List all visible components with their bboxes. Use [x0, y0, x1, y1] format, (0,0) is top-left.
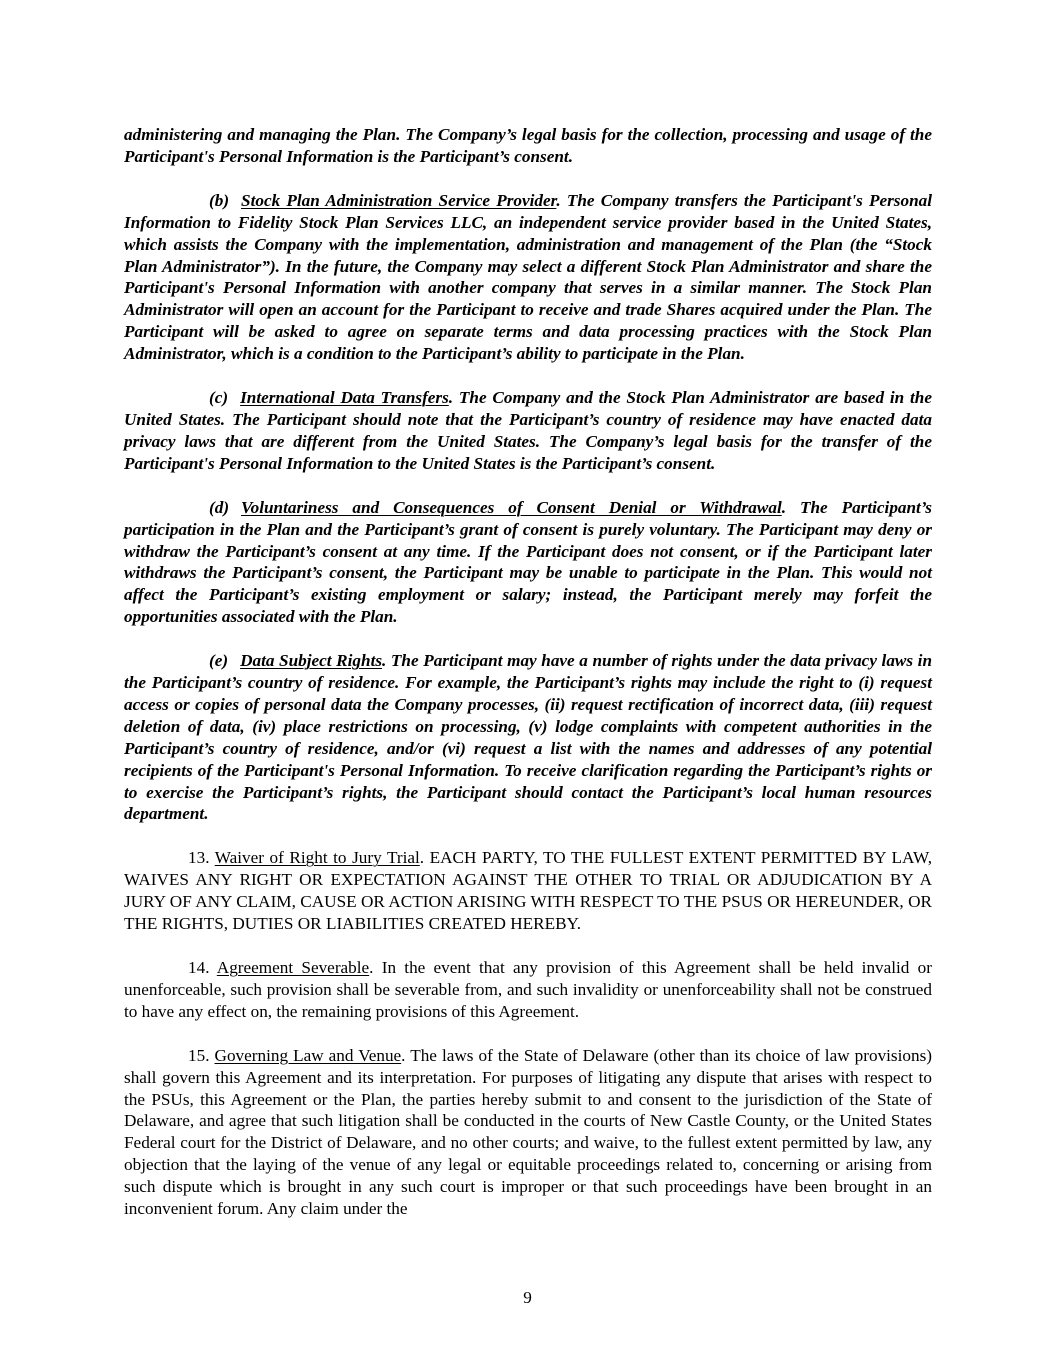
- section-14: [124, 957, 932, 1023]
- subsection-c-body: . The Company and the Stock Plan Administrator are based in the United States. The Participant should note that the Participant’s country of residence may have enacted data privacy laws that are different from the United States. The Company’s legal basis for the transfer of the Participant's Personal Information to the United States is the Participant’s consent.: [124, 388, 932, 473]
- section-13-number: 13.: [188, 848, 210, 868]
- document-page: [124, 124, 932, 1242]
- subsection-e-body: . The Participant may have a number of rights under the data privacy laws in the Participant’s country of residence. For example, the Participant’s rights may include the right to (i) request access or copies of personal data the Company processes, (ii) request rectification of incorrect data, (iii) request deletion of data, (iv) place restrictions on processing, (v) lodge complaints with competent authorities in the Participant’s country of residence, and/or (vi) request a list with the names and addresses of any potential recipients of the Participant's Personal Information. To receive clarification regarding the Participant’s rights or to exercise the Participant’s rights, the Participant should contact the Participant’s local human resources department.: [124, 651, 932, 824]
- section-14-number: 14.: [188, 958, 210, 977]
- continuation-text: administering and managing the Plan. The Company’s legal basis for the collection, processing and usage of the Participant's Personal Information is the Participant’s consent.: [124, 125, 932, 166]
- subsection-d: [124, 497, 932, 628]
- subsection-d-body: . The Participant’s participation in the Plan and the Participant’s grant of consent is purely voluntary. The Participant may deny or withdraw the Participant’s consent at any time. If the Participant does not consent, or if the Participant later withdraws the Participant’s consent, the Participant may be unable to participate in the Plan. This would not affect the Participant’s existing employment or salary; instead, the Participant merely may forfeit the opportunities associated with the Plan.: [124, 497, 932, 627]
- section-15: [124, 1045, 932, 1220]
- subsection-c-heading: International Data Transfers: [240, 388, 449, 408]
- subsection-e: [124, 650, 932, 825]
- subsection-d-label: (d): [209, 497, 230, 517]
- section-14-body: . In the event that any provision of this Agreement shall be held invalid or unenforceable, such provision shall be severable from, and such invalidity or unenforceability shall not be construed to have any effect on, the remaining provisions of this Agreement.: [124, 958, 932, 1021]
- subsection-d-heading: Voluntariness and Consequences of Consent Denial or Withdrawal: [241, 497, 782, 517]
- page-number: 9: [523, 1288, 532, 1307]
- subsection-b-heading: Stock Plan Administration Service Provider: [241, 190, 557, 210]
- section-15-number: 15.: [188, 1045, 210, 1065]
- section-14-heading: Agreement Severable: [216, 958, 370, 977]
- subsection-b: [124, 190, 932, 365]
- subsection-e-heading: Data Subject Rights: [240, 651, 383, 671]
- subsection-e-label: (e): [209, 651, 229, 671]
- continuation-paragraph: [124, 124, 932, 168]
- section-15-body: . The laws of the State of Delaware (other than its choice of law provisions) shall govern this Agreement and its interpretation. For purposes of litigating any dispute that arises with respect to the PSUs, this Agreement or the Plan, the parties hereby submit to and consent to the jurisdiction of the State of Delaware, and agree that such litigation shall be conducted in the courts of New Castle County, or the United States Federal court for the District of Delaware, and no other courts; and waive, to the fullest extent permitted by law, any objection that the laying of the venue of any legal or equitable proceedings related to, concerning or arising from such dispute which is brought in any such court is improper or that such proceedings have been brought in an inconvenient forum. Any claim under the: [124, 1045, 932, 1219]
- subsection-c-label: (c): [209, 388, 229, 408]
- section-13-heading: Waiver of Right to Jury Trial: [214, 848, 420, 868]
- section-13-body: . EACH PARTY, TO THE FULLEST EXTENT PERMITTED BY LAW, WAIVES ANY RIGHT OR EXPECTATION AGAINST THE OTHER TO TRIAL OR ADJUDICATION BY A JURY OF ANY CLAIM, CAUSE OR ACTION ARISING WITH RESPECT TO THE PSUS OR HEREUNDER, OR THE RIGHTS, DUTIES OR LIABILITIES CREATED HEREBY.: [124, 848, 932, 934]
- subsection-b-label: (b): [209, 190, 230, 210]
- subsection-b-body: . The Company transfers the Participant's Personal Information to Fidelity Stock Plan Services LLC, an independent service provider based in the United States, which assists the Company with the implementation, administration and management of the Plan (the “Stock Plan Administrator”). In the future, the Company may select a different Stock Plan Administrator and share the Participant's Personal Information with another company that serves in a similar manner. The Stock Plan Administrator will open an account for the Participant to receive and trade Shares acquired under the Plan. The Participant will be asked to agree on separate terms and data processing practices with the Stock Plan Administrator, which is a condition to the Participant’s ability to participate in the Plan.: [124, 190, 933, 364]
- section-13: [124, 847, 932, 935]
- section-15-heading: Governing Law and Venue: [214, 1045, 402, 1065]
- subsection-c: [124, 387, 932, 475]
